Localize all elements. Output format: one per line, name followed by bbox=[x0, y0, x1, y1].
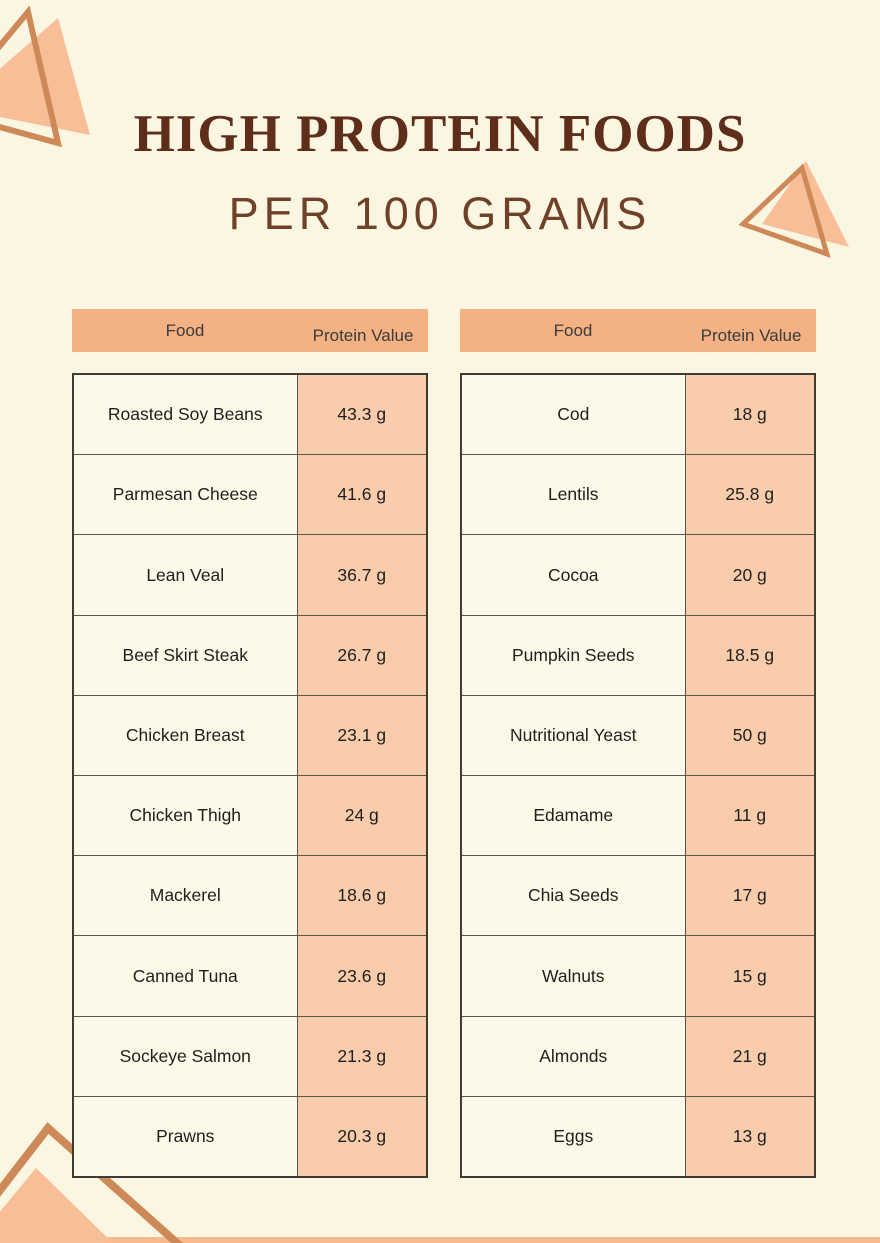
food-cell: Chia Seeds bbox=[462, 856, 686, 935]
food-cell: Edamame bbox=[462, 776, 686, 855]
food-cell: Lean Veal bbox=[74, 535, 298, 614]
food-column-header: Food bbox=[553, 320, 593, 340]
protein-value-column-header: Protein Value bbox=[700, 325, 802, 345]
table-row bbox=[462, 615, 814, 695]
protein-value-cell: 23.6 g bbox=[298, 936, 426, 1015]
food-cell: Parmesan Cheese bbox=[74, 455, 298, 534]
food-cell: Lentils bbox=[462, 455, 686, 534]
page-subtitle: PER 100 GRAMS bbox=[228, 188, 652, 239]
food-cell: Eggs bbox=[462, 1097, 686, 1176]
food-cell: Walnuts bbox=[462, 936, 686, 1015]
protein-value-cell: 20.3 g bbox=[298, 1097, 426, 1176]
table-row bbox=[74, 454, 426, 534]
protein-value-cell: 20 g bbox=[686, 535, 814, 614]
food-cell: Beef Skirt Steak bbox=[74, 616, 298, 695]
protein-value-cell: 25.8 g bbox=[686, 455, 814, 534]
right-table-header bbox=[460, 309, 816, 352]
protein-value-cell: 11 g bbox=[686, 776, 814, 855]
food-cell: Nutritional Yeast bbox=[462, 696, 686, 775]
food-cell: Pumpkin Seeds bbox=[462, 616, 686, 695]
protein-value-cell: 24 g bbox=[298, 776, 426, 855]
table-row bbox=[462, 454, 814, 534]
food-cell: Mackerel bbox=[74, 856, 298, 935]
protein-value-cell: 18.6 g bbox=[298, 856, 426, 935]
table-row bbox=[74, 935, 426, 1015]
table-row bbox=[74, 375, 426, 454]
left-protein-table bbox=[72, 373, 428, 1178]
table-row bbox=[462, 534, 814, 614]
table-row bbox=[462, 935, 814, 1015]
food-cell: Canned Tuna bbox=[74, 936, 298, 1015]
right-protein-table bbox=[460, 373, 816, 1178]
table-row bbox=[462, 695, 814, 775]
protein-value-cell: 23.1 g bbox=[298, 696, 426, 775]
protein-value-cell: 21 g bbox=[686, 1017, 814, 1096]
food-cell: Sockeye Salmon bbox=[74, 1017, 298, 1096]
protein-value-cell: 15 g bbox=[686, 936, 814, 1015]
protein-value-cell: 18.5 g bbox=[686, 616, 814, 695]
table-row bbox=[462, 855, 814, 935]
food-column-header: Food bbox=[165, 320, 205, 340]
protein-value-cell: 17 g bbox=[686, 856, 814, 935]
table-row bbox=[462, 1096, 814, 1176]
table-row bbox=[74, 534, 426, 614]
protein-value-cell: 26.7 g bbox=[298, 616, 426, 695]
table-row bbox=[74, 855, 426, 935]
page-title: HIGH PROTEIN FOODS bbox=[133, 105, 747, 163]
table-row bbox=[74, 1016, 426, 1096]
protein-value-cell: 41.6 g bbox=[298, 455, 426, 534]
table-row bbox=[462, 1016, 814, 1096]
food-cell: Chicken Breast bbox=[74, 696, 298, 775]
bottom-accent-strip bbox=[0, 1237, 880, 1243]
food-cell: Cocoa bbox=[462, 535, 686, 614]
table-row bbox=[74, 615, 426, 695]
table-row bbox=[74, 695, 426, 775]
food-cell: Cod bbox=[462, 375, 686, 454]
table-row bbox=[462, 375, 814, 454]
protein-value-cell: 18 g bbox=[686, 375, 814, 454]
left-table-header bbox=[72, 309, 428, 352]
table-row bbox=[462, 775, 814, 855]
food-cell: Chicken Thigh bbox=[74, 776, 298, 855]
protein-value-cell: 43.3 g bbox=[298, 375, 426, 454]
food-cell: Roasted Soy Beans bbox=[74, 375, 298, 454]
protein-value-cell: 13 g bbox=[686, 1097, 814, 1176]
table-row bbox=[74, 775, 426, 855]
protein-value-column-header: Protein Value bbox=[312, 325, 414, 345]
food-cell: Almonds bbox=[462, 1017, 686, 1096]
protein-value-cell: 21.3 g bbox=[298, 1017, 426, 1096]
table-row bbox=[74, 1096, 426, 1176]
protein-value-cell: 50 g bbox=[686, 696, 814, 775]
protein-value-cell: 36.7 g bbox=[298, 535, 426, 614]
food-cell: Prawns bbox=[74, 1097, 298, 1176]
